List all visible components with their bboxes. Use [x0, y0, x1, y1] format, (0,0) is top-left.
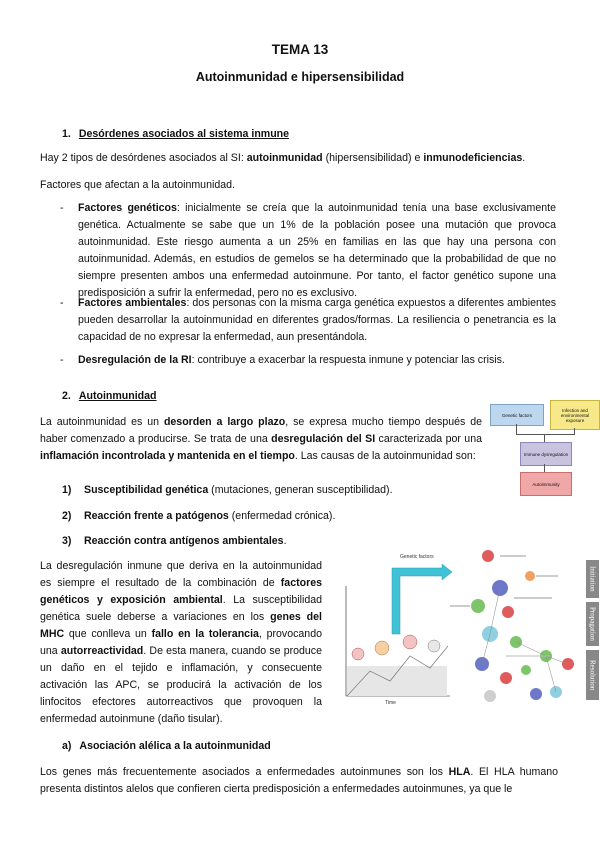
section2a-number: a) [62, 740, 72, 752]
section2-paragraph1: La autoinmunidad es un desorden a largo plazo, se expresa mucho tiempo después de haber comenzado a producirse. Se trata de una desregulación del SI caracterizada por una inflamación incontrolada y mantenida en el tiempo. Las causas de la autoinmunidad son: [40, 416, 483, 462]
arrow-label: Genetic factors [400, 554, 434, 560]
autoimmunity-progression-figure [330, 546, 600, 714]
section1-number: 1. [62, 128, 71, 140]
section2a-title: Asociación alélica a la autoinmunidad [79, 740, 271, 752]
cause-2: 2) Reacción frente a patógenos (enfermedad crónica). [62, 510, 336, 522]
autoimmunity-box: Autoimmunity [520, 472, 572, 496]
section2a-heading [62, 740, 271, 752]
section2-heading [62, 390, 157, 402]
time-axis-label: Time [385, 700, 396, 706]
section1-title: Desórdenes asociados al sistema inmune [78, 128, 290, 140]
bullet-dash: - [60, 202, 64, 214]
section2a-paragraph: Los genes más frecuentemente asociados a enfermedades autoinmunes son los HLA. El HLA humano presenta distintos alelos que confieren cierta predisposición a enfermedades autoinmunes, ya que le [40, 766, 559, 795]
progression-illustration [330, 546, 600, 714]
immune-dysregulation-box: Immune dysregulation [520, 442, 572, 466]
tab-propagation: Propagation [586, 602, 599, 646]
section2-number: 2. [62, 390, 71, 402]
cause-1: 1) Susceptibilidad genética (mutaciones, generan susceptibilidad). [62, 484, 393, 496]
environment-box: Infection and environmental exposure [550, 400, 600, 430]
document-title: TEMA 13 [271, 42, 329, 57]
bullet-genetic-factors: - Factores genéticos: inicialmente se creía que la autoinmunidad tenía una base exclusivamente genética. Actualmente se sabe que un 1% de la población posee una mutación que provoca autoinmunidad. Este riesgo aumenta a un 25% en familias en las que hay una persona con autoinmunidad. Además, en estudios de gemelos se ha determinado que la probabilidad de que no siempre presenten ambos una enfermedad autoinmune. Por tanto, el factor genético supone una predisposición a sufrir la enfermedad, pero no es exclusivo. [60, 202, 556, 299]
section2-title: Autoinmunidad [78, 390, 157, 402]
cause-3: 3) Reacción contra antígenos ambientales. [62, 535, 287, 547]
bullet-environmental-factors: - Factores ambientales: dos personas con la misma carga genética expuestos a diferentes ambientes pueden desarrollar la autoinmunidad en diferentes grados/formas. La resiliencia o penetrancia es la capacidad de no expresar la enfermedad, aun presentándola. [60, 297, 557, 343]
bullet-dash: - [60, 354, 64, 366]
section2-paragraph2: La desregulación inmune que deriva en la autoinmunidad es siempre el resultado de la combinación de factores genéticos y exposición ambiental. La susceptibilidad genética suele deberse a variaciones en los genes del MHC que conlleva un fallo en la tolerancia, provocando una autorreactividad. De esta manera, cuando se produce un daño en el tejido e inflamación, y consecuente activación las APC, se producirá la activación de los linfocitos efectores autorreactivos que provoquen la enfermedad autoinmune (daño tisular). [40, 560, 322, 725]
bullet-immune-dysregulation: - Desregulación de la RI: contribuye a exacerbar la respuesta inmune y potenciar las crisis. [78, 352, 556, 369]
factors-intro: Factores que afectan a la autoinmunidad. [40, 179, 235, 191]
section1-intro: Hay 2 tipos de desórdenes asociados al SI: autoinmunidad (hipersensibilidad) e inmunodeficiencias. [40, 152, 526, 164]
tab-resolution: Resolution [586, 650, 599, 700]
small-causation-diagram [490, 398, 600, 498]
bullet-dash: - [60, 297, 64, 309]
tab-initiation: Initiation [586, 560, 599, 598]
document-subtitle: Autoinmunidad e hipersensibilidad [195, 70, 405, 84]
genetic-factors-box: Genetic factors [490, 404, 544, 426]
section1-heading [62, 128, 289, 140]
